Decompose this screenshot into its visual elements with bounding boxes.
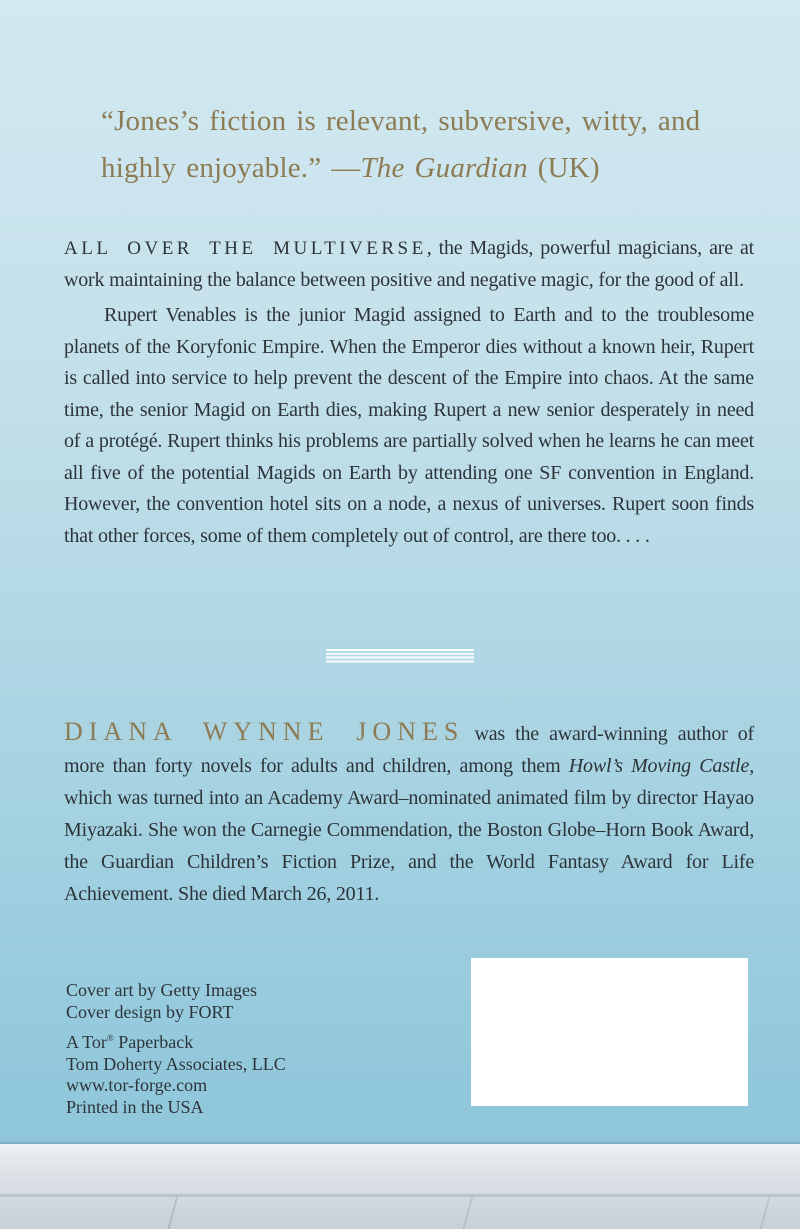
synopsis	[64, 233, 754, 552]
section-divider-rule	[326, 649, 474, 663]
credits-block	[66, 980, 286, 1118]
author-name: DIANA WYNNE JONES	[64, 717, 465, 746]
publisher-line	[66, 1032, 286, 1054]
credits-publisher-group	[66, 1032, 286, 1118]
bio-text-post: which was turned into an Academy Award–nominated animated film by director Hayao Miyazaki. She won the Carnegie Commendation, the Boston Globe–Horn Book Award, the Guardian Children’s Fiction Prize, and the World Fantasy Award for Life Achievement. She died March 26, 2011.	[64, 787, 754, 905]
publisher-name-pre: A Tor	[66, 1032, 107, 1052]
bio-book-title: Howl’s Moving Castle,	[568, 755, 754, 777]
publisher-company: Tom Doherty Associates, LLC	[66, 1053, 286, 1074]
synopsis-opening-paragraph	[64, 233, 754, 296]
registered-trademark-mark: ®	[106, 1033, 114, 1043]
baseboard-ledge	[0, 1144, 800, 1194]
printed-in-line: Printed in the USA	[66, 1096, 204, 1117]
synopsis-opening-rest: , the Magids, powerful magicians, are at work maintaining the balance between positive and negative magic, for the good of all.	[64, 237, 754, 291]
credit-cover-art: Cover art by Getty Images	[66, 980, 257, 1000]
publisher-website: www.tor-forge.com	[66, 1075, 208, 1095]
author-bio	[64, 716, 754, 910]
quote-source: The Guardian	[360, 152, 528, 184]
pull-quote	[101, 98, 749, 192]
bio-text-pre: was the award-winning author of more than forty novels for adults and children, among them	[64, 723, 754, 777]
synopsis-main-paragraph: Rupert Venables is the junior Magid assigned to Earth and to the troublesome planets of the Koryfonic Empire. When the Emperor dies without a known heir, Rupert is called into service to help prevent the descent of the Empire into chaos. At the same time, the senior Magid on Earth dies, making Rupert a new senior desperately in need of a protégé. Rupert thinks his problems are partially solved when he learns he can meet all five of the potential Magids on Earth by attending one SF convention in England. However, the convention hotel sits on a node, a nexus of universes. Rupert soon finds that other forces, some of them completely out of control, are there too. . . .	[64, 304, 754, 547]
quote-source-suffix: (UK)	[527, 152, 600, 184]
credit-cover-design: Cover design by FORT	[66, 1001, 234, 1022]
publisher-name-post: Paperback	[113, 1032, 194, 1052]
quote-text: “Jones’s fiction is relevant, subversive, witty, and highly enjoyable.” —	[101, 105, 701, 184]
synopsis-lead-caps: ALL OVER THE MULTIVERSE	[64, 238, 427, 259]
credits-cover-group	[66, 980, 286, 1023]
floor-surface	[0, 1197, 800, 1229]
barcode-placeholder	[471, 958, 748, 1106]
